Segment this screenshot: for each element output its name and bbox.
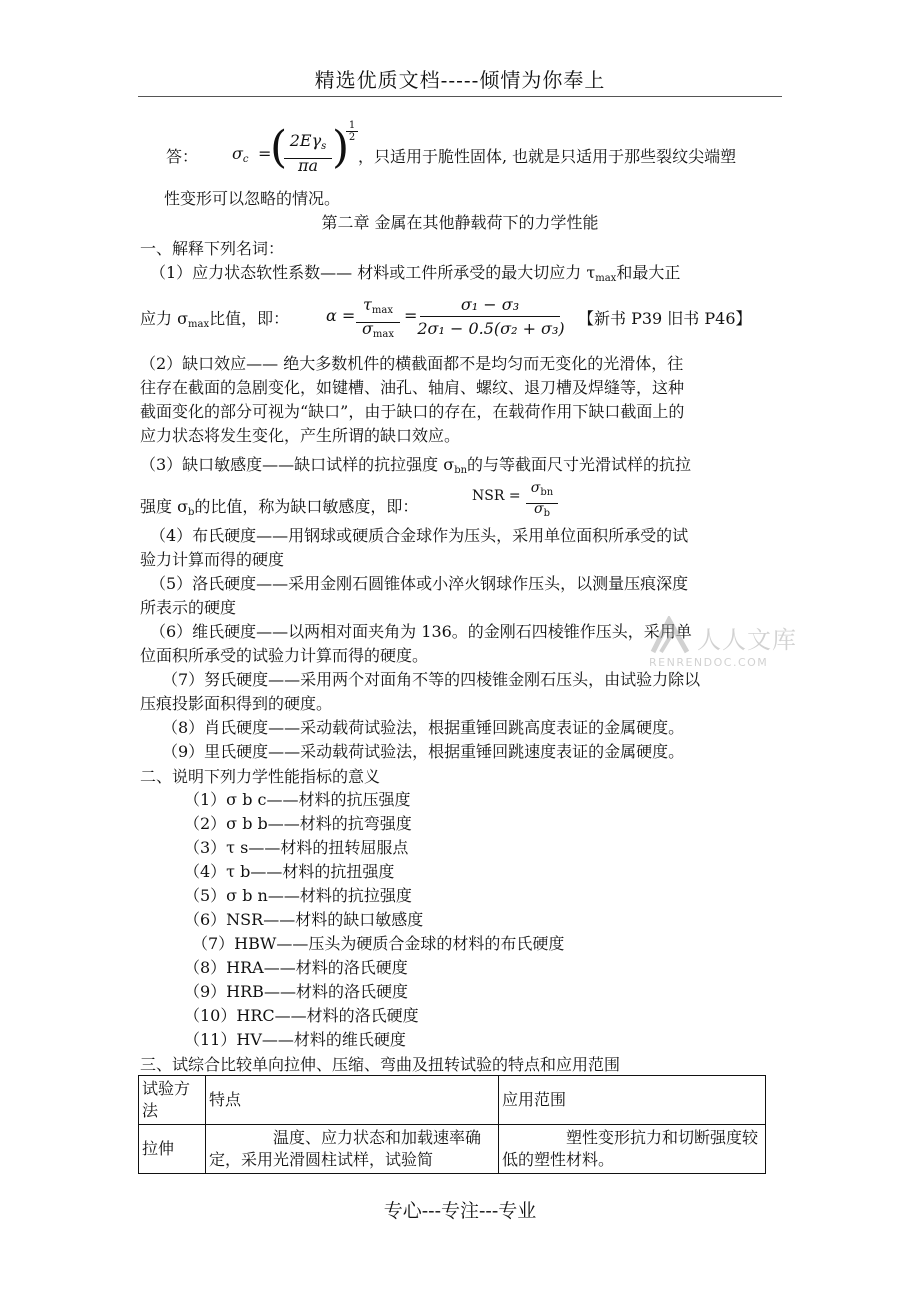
indicator-item: （3）τ s——材料的扭转屈服点 <box>184 838 409 857</box>
indicator-item: （11）HV——材料的维氏硬度 <box>184 1030 406 1049</box>
comparison-table <box>138 1075 766 1174</box>
watermark-logo <box>645 616 797 688</box>
item2-line: 应力状态将发生变化，产生所谓的缺口效应。 <box>140 426 461 445</box>
table-header-row <box>139 1076 766 1125</box>
item1-line1 <box>150 260 680 284</box>
item7-line: （7）努氏硬度——采用两个对面角不等的四棱锥金刚石压头，由试验力除以 <box>162 670 701 689</box>
f2-den: 2σ₁ − 0.5(σ₂ + σ₃) <box>417 319 565 338</box>
exponent-denominator: 2 <box>348 132 356 143</box>
table-header-cell: 试验方法 <box>139 1076 206 1125</box>
watermark-icon <box>647 616 693 656</box>
item1-reference: 【新书 P39 旧书 P46】 <box>578 309 752 328</box>
header-rule <box>138 96 782 97</box>
table-row <box>139 1125 766 1174</box>
item2 <box>140 352 780 448</box>
formula-alpha: α = <box>326 306 356 325</box>
formula-exponent <box>346 120 358 143</box>
formula-numerator-sub: s <box>321 141 327 152</box>
item4-line: （4）布氏硬度——用钢球或硬质合金球作为压头，采用单位面积所承受的试 <box>150 526 689 545</box>
indicator-item: （2）σ b b——材料的抗弯强度 <box>184 814 412 833</box>
item2-line: 往存在截面的急剧变化，如键槽、油孔、轴肩、螺纹、退刀槽及焊缝等，这种 <box>140 378 685 397</box>
table-cell: 拉伸 <box>139 1125 206 1174</box>
table-header-cell: 应用范围 <box>499 1076 766 1125</box>
paren-left: ( <box>270 122 288 173</box>
indicator-item: （6）NSR——材料的缺口敏感度 <box>184 910 424 929</box>
formula-sigma: σ <box>232 144 243 163</box>
nsr-lhs: NSR = <box>472 488 521 504</box>
page-header: 精选优质文档-----倾情为你奉上 <box>314 68 606 92</box>
indicator-item: （4）τ b——材料的抗扭强度 <box>184 862 395 881</box>
formula-numerator: 2Eγ <box>289 131 322 150</box>
section2-list <box>184 788 564 1052</box>
item6-line: （6）维氏硬度——以两相对面夹角为 136。的金刚石四棱锥作压头，采用单 <box>150 622 692 641</box>
item3-line1-post: 的与等截面尺寸光滑试样的抗拉 <box>467 455 692 474</box>
table-header-cell: 特点 <box>206 1076 499 1125</box>
f1-den-sub: max <box>372 329 394 340</box>
item2-line: 截面变化的部分可视为“缺口”，由于缺口的存在，在载荷作用下缺口截面上的 <box>140 402 685 421</box>
answer-prefix: 答： <box>166 147 199 166</box>
item1-line1-text: （1）应力状态软性系数—— 材料或工件所承受的最大切应力 τ <box>150 263 596 282</box>
exponent-numerator: 1 <box>346 120 358 132</box>
page-footer: 专心---专注---专业 <box>383 1200 537 1222</box>
chapter-title: 第二章 金属在其他静载荷下的力学性能 <box>321 213 599 232</box>
item7-line: 压痕投影面积得到的硬度。 <box>140 694 333 713</box>
item9-line: （9）里氏硬度——采动载荷试验法，根据重锤回跳速度表证的金属硬度。 <box>162 742 685 761</box>
f2-num: σ₁ − σ₃ <box>420 294 560 317</box>
formula-eq2: = <box>404 306 418 325</box>
nsr-den-sub: b <box>543 508 550 519</box>
indicator-item: （8）HRA——材料的洛氏硬度 <box>184 958 408 977</box>
item1-line1-sub: max <box>595 273 617 284</box>
indicator-item: （7）HBW——压头为硬质合金球的材料的布氏硬度 <box>192 934 565 953</box>
answer-text-b: 性变形可以忽略的情况。 <box>164 189 341 208</box>
formula-denominator: πa <box>297 156 319 175</box>
item3-line1-sub: bn <box>454 465 468 476</box>
indicator-item: （5）σ b n——材料的抗拉强度 <box>184 886 412 905</box>
nsr-formula <box>472 478 572 522</box>
nsr-den: σ <box>534 501 544 517</box>
griffith-formula <box>232 122 350 186</box>
item5-line: 所表示的硬度 <box>140 598 237 617</box>
indicator-item: （1）σ b c——材料的抗压强度 <box>184 790 411 809</box>
item1-line2-post: 比值，即： <box>209 309 290 328</box>
item8-line: （8）肖氏硬度——采动载荷试验法，根据重锤回跳高度表证的金属硬度。 <box>162 718 685 737</box>
nsr-num-sub: bn <box>540 487 554 498</box>
section2-heading: 二、说明下列力学性能指标的意义 <box>140 767 381 786</box>
item3-line2 <box>140 478 780 522</box>
item1-line1-end: 和最大正 <box>616 263 681 282</box>
watermark-text: 人人文库 <box>697 626 797 654</box>
indicator-item: （10）HRC——材料的洛氏硬度 <box>184 1006 419 1025</box>
watermark-subtext: RENRENDOC.COM <box>649 656 769 669</box>
f1-den: σ <box>361 319 373 338</box>
section1-heading: 一、解释下列名词： <box>140 239 285 258</box>
nsr-num: σ <box>530 480 541 496</box>
formula-sigma-sub: c <box>242 154 249 165</box>
item2-line: （2）缺口效应—— 绝大多数机件的横截面都不是均匀而无变化的光滑体，往 <box>140 354 684 373</box>
table-cell: 温度、应力状态和加载速率确定，采用光滑圆柱试样，试验简 <box>206 1125 499 1174</box>
item4-line: 验力计算而得的硬度 <box>140 550 285 569</box>
item1-line2 <box>140 294 780 348</box>
item3-line1 <box>140 452 691 476</box>
section3-heading: 三、试综合比较单向拉伸、压缩、弯曲及扭转试验的特点和应用范围 <box>140 1055 621 1074</box>
item6-line: 位面积所承受的试验力计算而得的硬度。 <box>140 646 429 665</box>
item3-line2-post: 的比值，称为缺口敏感度，即： <box>194 497 419 516</box>
item3-line1-pre: （3）缺口敏感度——缺口试样的抗拉强度 σ <box>140 455 455 474</box>
table-cell: 塑性变形抗力和切断强度较低的塑性材料。 <box>499 1125 766 1174</box>
item3-line2-pre: 强度 σ <box>140 497 189 516</box>
item1-line2-sub: max <box>188 319 210 330</box>
softness-formula <box>326 294 566 348</box>
answer-text-a: ，只适用于脆性固体, 也就是只适用于那些裂纹尖端塑 <box>358 147 737 166</box>
paren-right: ) <box>332 122 350 173</box>
item5-line: （5）洛氏硬度——采用金刚石圆锥体或小淬火钢球作压头，以测量压痕深度 <box>150 574 689 593</box>
item3-line2-sub: b <box>188 507 195 518</box>
formula-eq: = <box>258 144 272 163</box>
indicator-item: （9）HRB——材料的洛氏硬度 <box>184 982 408 1001</box>
f1-num-sub: max <box>371 305 393 316</box>
item1-line2-pre: 应力 σ <box>140 309 189 328</box>
f1-num: τ <box>363 295 372 314</box>
